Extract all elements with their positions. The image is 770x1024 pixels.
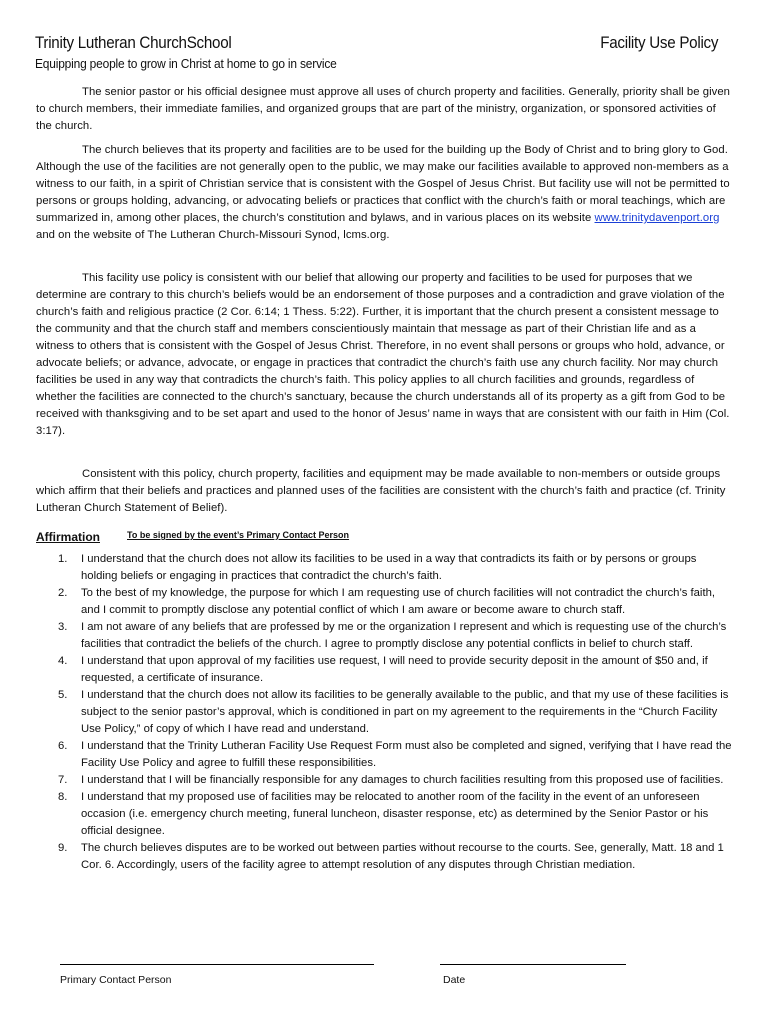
list-item	[36, 653, 734, 687]
affirmation-subtitle: To be signed by the event’s Primary Contact Person	[127, 530, 350, 540]
paragraph-priority-text: The senior pastor or his official designee must approve all uses of church property and facilities. Generally, priority shall be given to church members, their immediate families, and organized groups that are part of the ministry, organization, or sponsored activities of the church.	[36, 86, 731, 132]
paragraph-beliefs-part1: The church believes that its property and facilities are to be used for the building up the Body of Christ and to bring glory to God. Although the use of the facilities are not generally open to the public, we may make our facilities available to approved non-members as a witness to our faith, in a spirit of Christian service that is consistent with the Gospel of Jesus Christ. But facility use will not be permitted to persons or groups holding, advancing, or advocating beliefs or practices that conflict with the church’s faith or moral teachings, which are summarized in, among other places, the church’s constitution and bylaws, and in various places on its website	[36, 144, 730, 224]
affirmation-list	[36, 551, 734, 874]
contact-signature-label: Primary Contact Person	[60, 974, 172, 986]
list-item-text: To the best of my knowledge, the purpose for which I am requesting use of church facilities will not contradict the church’s faith, and I commit to promptly disclose any potential conflict of which I am aware or become aware to church staff.	[81, 587, 715, 616]
date-signature-line[interactable]	[440, 964, 626, 965]
policy-title: Facility Use Policy	[600, 34, 718, 52]
list-item	[36, 840, 734, 874]
affirmation-title: Affirmation	[36, 530, 100, 544]
list-item	[36, 687, 734, 738]
list-item-number: 6.	[58, 740, 68, 752]
paragraph-availability-text: Consistent with this policy, church property, facilities and equipment may be made available to non-members or outside groups which affirm that their beliefs and practices and planned uses of the facilities are consistent with the church’s faith and practice (cf. Trinity Lutheran Church Statement of Belief).	[36, 468, 726, 514]
list-item	[36, 789, 734, 840]
list-item-number: 1.	[58, 553, 68, 565]
list-item	[36, 585, 734, 619]
list-item	[36, 551, 734, 585]
list-item	[36, 619, 734, 653]
list-item-text: I understand that the church does not allow its facilities to be generally available to the public, and that my use of these facilities is subject to the senior pastor’s approval, which is conditioned in part on my agreement to the requirements in the “Church Facility Use Policy,” of copy of which I have read and understand.	[81, 689, 729, 735]
list-item-number: 4.	[58, 655, 68, 667]
paragraph-beliefs	[36, 142, 734, 244]
website-link[interactable]: www.trinitydavenport.org	[594, 212, 720, 224]
list-item-text: I understand that the Trinity Lutheran Facility Use Request Form must also be completed and signed, verifying that I have read the Facility Use Policy and agree to fulfill these responsibilities.	[81, 740, 732, 769]
list-item-number: 9.	[58, 842, 68, 854]
list-item-text: I am not aware of any beliefs that are professed by me or the organization I represent and which is requesting use of the church’s facilities that contradict the beliefs of the church. I agree to promptly disclose any potential conflicts in belief to church staff.	[81, 621, 727, 650]
list-item	[36, 772, 734, 789]
church-tagline: Equipping people to grow in Christ at home to go in service	[35, 56, 337, 71]
list-item-number: 5.	[58, 689, 68, 701]
list-item-text: I understand that my proposed use of facilities may be relocated to another room of the facility in the event of an unforeseen occasion (i.e. emergency church meeting, funeral luncheon, disaster response, etc) as determined by the Senior Pastor or his official designee.	[81, 791, 709, 837]
list-item-number: 7.	[58, 774, 68, 786]
paragraph-beliefs-part2: and on the website of The Lutheran Church-Missouri Synod, lcms.org.	[36, 229, 390, 241]
contact-signature-line[interactable]	[60, 964, 374, 965]
date-label: Date	[443, 974, 466, 986]
affirmation-heading	[36, 528, 350, 546]
church-name: Trinity Lutheran ChurchSchool	[35, 34, 232, 52]
list-item-number: 3.	[58, 621, 68, 633]
list-item-number: 8.	[58, 791, 68, 803]
list-item-text: I understand that the church does not allow its facilities to be used in a way that contradicts its faith or by persons or groups holding beliefs or engaging in practices that contradict the church’s faith.	[81, 553, 697, 582]
paragraph-priority	[36, 84, 734, 135]
list-item-text: The church believes disputes are to be worked out between parties without recourse to the courts. See, generally, Matt. 18 and 1 Cor. 6. Accordingly, users of the facility agree to attempt resolution of any disputes through Christian mediation.	[81, 842, 724, 871]
paragraph-availability	[36, 466, 734, 517]
paragraph-beliefs-text	[36, 142, 734, 244]
paragraph-consistency	[36, 270, 734, 440]
paragraph-consistency-text: This facility use policy is consistent with our belief that allowing our property and facilities to be used for purposes that we determine are contrary to this church’s beliefs would be an endorsement of those purposes and a contradiction and grave violation of the church’s faith and religious practice (2 Cor. 6:14; 1 Thess. 5:22). Further, it is important that the church present a consistent message to the community and that the church staff and members conscientiously maintain that message as part of their Christian life and as a witness to others that is consistent with the Gospel of Jesus Christ. Therefore, in no event shall persons or groups who hold, advance, or advocate beliefs; or advance, advocate, or engage in practices that contradict the church’s faith use any church facility. Nor may church facilities be used in any way that contradicts the church’s faith. This policy applies to all church facilities and grounds, regardless of whether the facilities are connected to the church’s sanctuary, because the church understands all of its property as a gift from God to be received with thanksgiving and to be set apart and used to the honor of Jesus’ name in ways that are consistent with our faith in Him (Col. 3:17).	[36, 272, 730, 437]
list-item-text: I understand that I will be financially responsible for any damages to church facilities resulting from this proposed use of facilities.	[81, 774, 724, 786]
list-item	[36, 738, 734, 772]
list-item-number: 2.	[58, 587, 68, 599]
list-item-text: I understand that upon approval of my facilities use request, I will need to provide security deposit in the amount of $50 and, if requested, a certificate of insurance.	[81, 655, 708, 684]
